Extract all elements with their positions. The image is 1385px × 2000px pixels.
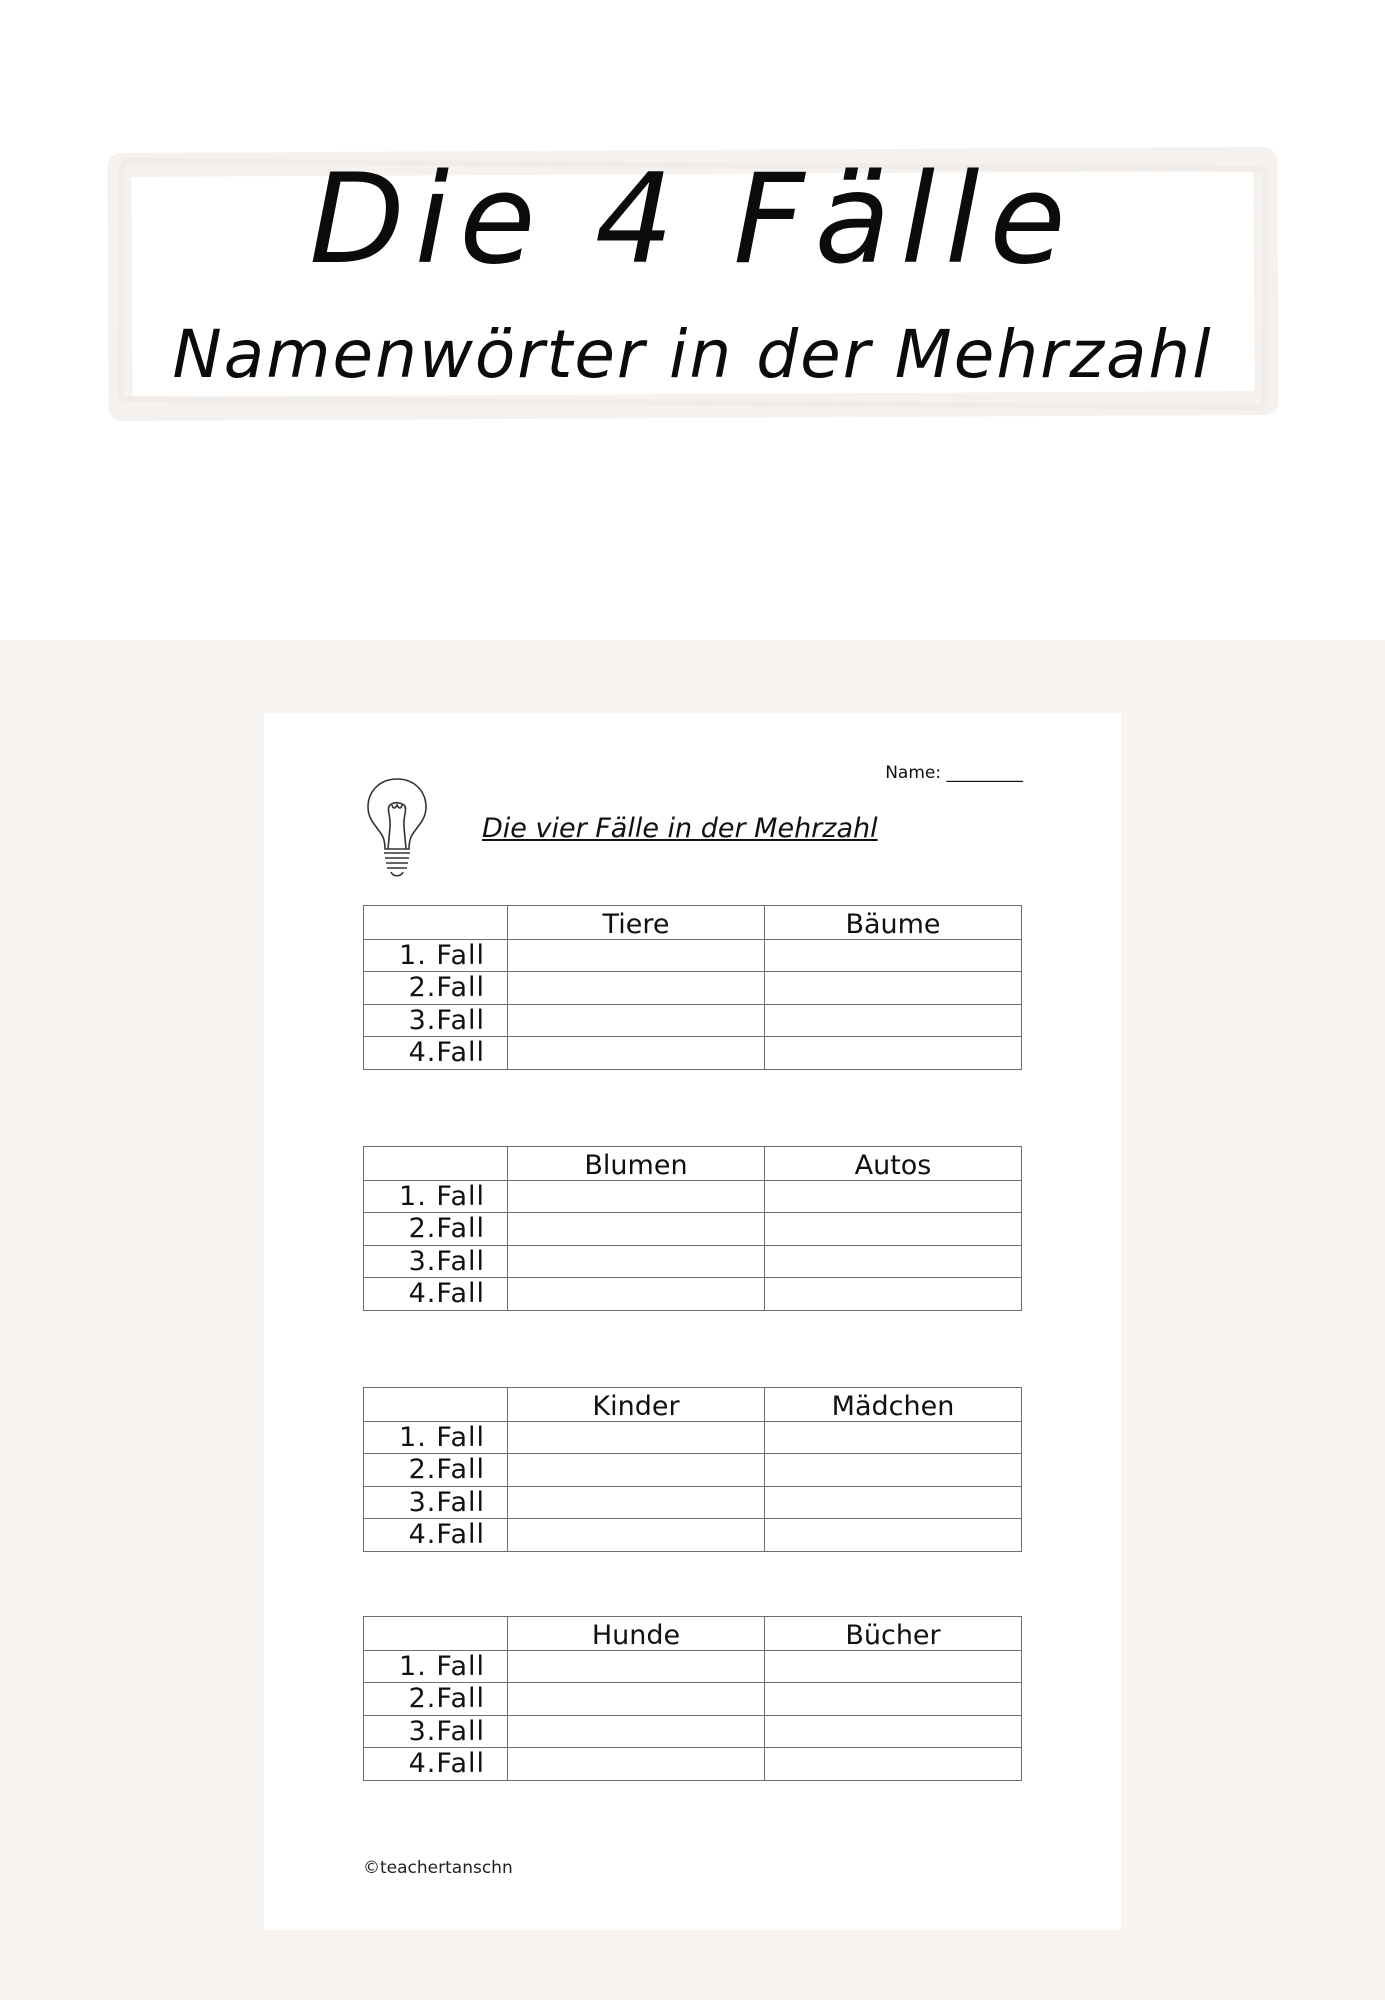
- copyright-footer: ©teachertanschn: [363, 1858, 513, 1878]
- answer-cell[interactable]: [765, 1245, 1022, 1278]
- answer-cell[interactable]: [765, 1650, 1022, 1683]
- answer-cell[interactable]: [508, 1650, 765, 1683]
- name-field: Name: _________: [885, 763, 1023, 783]
- title-banner: [0, 0, 1385, 640]
- case-table-2: [363, 1146, 1022, 1311]
- answer-cell[interactable]: [508, 1421, 765, 1454]
- case-label: 1. Fall: [364, 1650, 508, 1683]
- answer-cell[interactable]: [508, 1213, 765, 1246]
- table-row: [364, 1650, 1022, 1683]
- answer-cell[interactable]: [765, 1278, 1022, 1311]
- case-label: 3.Fall: [364, 1715, 508, 1748]
- corner-cell: [364, 1147, 508, 1181]
- case-table-3: [363, 1387, 1022, 1552]
- answer-cell[interactable]: [765, 972, 1022, 1005]
- column-header: Tiere: [508, 906, 765, 940]
- table-row: [364, 1715, 1022, 1748]
- page-subtitle: Namenwörter in der Mehrzahl: [172, 316, 1213, 393]
- table-row: [364, 1454, 1022, 1487]
- table-row: [364, 1519, 1022, 1552]
- answer-cell[interactable]: [765, 1715, 1022, 1748]
- answer-cell[interactable]: [508, 1715, 765, 1748]
- case-label: 3.Fall: [364, 1245, 508, 1278]
- table-header-row: [364, 1147, 1022, 1181]
- answer-cell[interactable]: [508, 939, 765, 972]
- answer-cell[interactable]: [765, 1421, 1022, 1454]
- table-row: [364, 1213, 1022, 1246]
- answer-cell[interactable]: [508, 1004, 765, 1037]
- case-label: 3.Fall: [364, 1004, 508, 1037]
- answer-cell[interactable]: [765, 1454, 1022, 1487]
- answer-cell[interactable]: [765, 1037, 1022, 1070]
- answer-cell[interactable]: [765, 1213, 1022, 1246]
- case-label: 2.Fall: [364, 1683, 508, 1716]
- answer-cell[interactable]: [508, 1519, 765, 1552]
- table-row: [364, 1748, 1022, 1781]
- case-label: 4.Fall: [364, 1278, 508, 1311]
- column-header: Bäume: [765, 906, 1022, 940]
- column-header: Blumen: [508, 1147, 765, 1181]
- table-row: [364, 939, 1022, 972]
- answer-cell[interactable]: [765, 1486, 1022, 1519]
- case-table-4: [363, 1616, 1022, 1781]
- case-label: 3.Fall: [364, 1486, 508, 1519]
- table-row: [364, 1486, 1022, 1519]
- page-title: Die 4 Fälle: [309, 148, 1076, 292]
- answer-cell[interactable]: [508, 1180, 765, 1213]
- answer-cell[interactable]: [765, 1519, 1022, 1552]
- table-row: [364, 1683, 1022, 1716]
- table-row: [364, 1278, 1022, 1311]
- answer-cell[interactable]: [765, 1004, 1022, 1037]
- table-header-row: [364, 1388, 1022, 1422]
- answer-cell[interactable]: [508, 972, 765, 1005]
- table-header-row: [364, 1617, 1022, 1651]
- case-label: 1. Fall: [364, 1180, 508, 1213]
- table-row: [364, 972, 1022, 1005]
- answer-cell[interactable]: [508, 1748, 765, 1781]
- case-label: 2.Fall: [364, 972, 508, 1005]
- table-row: [364, 1245, 1022, 1278]
- case-label: 4.Fall: [364, 1748, 508, 1781]
- corner-cell: [364, 906, 508, 940]
- table-row: [364, 1004, 1022, 1037]
- answer-cell[interactable]: [508, 1278, 765, 1311]
- answer-cell[interactable]: [508, 1037, 765, 1070]
- corner-cell: [364, 1617, 508, 1651]
- column-header: Hunde: [508, 1617, 765, 1651]
- case-label: 2.Fall: [364, 1213, 508, 1246]
- answer-cell[interactable]: [765, 1683, 1022, 1716]
- case-table-1: [363, 905, 1022, 1070]
- case-label: 2.Fall: [364, 1454, 508, 1487]
- worksheet-title: Die vier Fälle in der Mehrzahl: [482, 813, 878, 844]
- answer-cell[interactable]: [508, 1486, 765, 1519]
- column-header: Kinder: [508, 1388, 765, 1422]
- table-row: [364, 1037, 1022, 1070]
- answer-cell[interactable]: [765, 1748, 1022, 1781]
- answer-cell[interactable]: [508, 1454, 765, 1487]
- corner-cell: [364, 1388, 508, 1422]
- answer-cell[interactable]: [508, 1683, 765, 1716]
- answer-cell[interactable]: [765, 1180, 1022, 1213]
- column-header: Bücher: [765, 1617, 1022, 1651]
- table-row: [364, 1180, 1022, 1213]
- column-header: Autos: [765, 1147, 1022, 1181]
- answer-cell[interactable]: [508, 1245, 765, 1278]
- case-label: 4.Fall: [364, 1037, 508, 1070]
- case-label: 1. Fall: [364, 1421, 508, 1454]
- table-header-row: [364, 906, 1022, 940]
- column-header: Mädchen: [765, 1388, 1022, 1422]
- case-label: 1. Fall: [364, 939, 508, 972]
- answer-cell[interactable]: [765, 939, 1022, 972]
- case-label: 4.Fall: [364, 1519, 508, 1552]
- worksheet-preview: [264, 713, 1121, 1930]
- light-bulb-icon: [364, 775, 430, 883]
- table-row: [364, 1421, 1022, 1454]
